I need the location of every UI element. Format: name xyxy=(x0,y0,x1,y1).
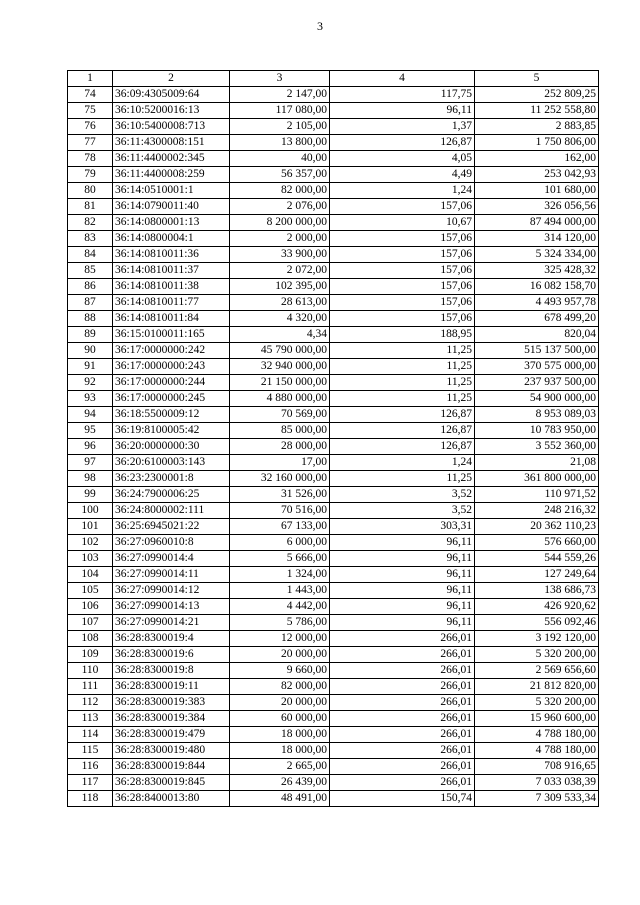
row-number: 108 xyxy=(68,631,113,647)
area-value: 17,00 xyxy=(230,455,330,471)
table-row xyxy=(68,391,599,407)
cadastral-number: 36:18:5500009:12 xyxy=(113,407,230,423)
row-number: 79 xyxy=(68,167,113,183)
table-row xyxy=(68,183,599,199)
total-value: 678 499,20 xyxy=(475,311,599,327)
row-number: 102 xyxy=(68,535,113,551)
total-value: 11 252 558,80 xyxy=(475,103,599,119)
total-value: 8 953 089,03 xyxy=(475,407,599,423)
row-number: 113 xyxy=(68,711,113,727)
rate-value: 266,01 xyxy=(330,727,475,743)
rate-value: 157,06 xyxy=(330,279,475,295)
rate-value: 96,11 xyxy=(330,583,475,599)
table-row xyxy=(68,455,599,471)
rate-value: 4,05 xyxy=(330,151,475,167)
cadastral-number: 36:27:0990014:21 xyxy=(113,615,230,631)
rate-value: 1,24 xyxy=(330,455,475,471)
row-number: 106 xyxy=(68,599,113,615)
table-body xyxy=(68,87,599,807)
row-number: 117 xyxy=(68,775,113,791)
area-value: 5 666,00 xyxy=(230,551,330,567)
table-row xyxy=(68,279,599,295)
total-value: 7 033 038,39 xyxy=(475,775,599,791)
table-row xyxy=(68,567,599,583)
area-value: 67 133,00 xyxy=(230,519,330,535)
rate-value: 96,11 xyxy=(330,599,475,615)
row-number: 87 xyxy=(68,295,113,311)
rate-value: 3,52 xyxy=(330,503,475,519)
rate-value: 4,49 xyxy=(330,167,475,183)
rate-value: 157,06 xyxy=(330,199,475,215)
cadastral-number: 36:14:0790011:40 xyxy=(113,199,230,215)
area-value: 70 516,00 xyxy=(230,503,330,519)
area-value: 82 000,00 xyxy=(230,679,330,695)
total-value: 515 137 500,00 xyxy=(475,343,599,359)
header-col-4: 4 xyxy=(330,71,475,87)
table-row xyxy=(68,535,599,551)
row-number: 84 xyxy=(68,247,113,263)
area-value: 4 880 000,00 xyxy=(230,391,330,407)
total-value: 556 092,46 xyxy=(475,615,599,631)
cadastral-number: 36:14:0800004:1 xyxy=(113,231,230,247)
row-number: 97 xyxy=(68,455,113,471)
total-value: 2 883,85 xyxy=(475,119,599,135)
row-number: 103 xyxy=(68,551,113,567)
table-row xyxy=(68,615,599,631)
rate-value: 266,01 xyxy=(330,695,475,711)
rate-value: 126,87 xyxy=(330,135,475,151)
cadastral-number: 36:10:5200016:13 xyxy=(113,103,230,119)
page-number: 3 xyxy=(317,19,323,33)
area-value: 20 000,00 xyxy=(230,695,330,711)
rate-value: 266,01 xyxy=(330,647,475,663)
row-number: 91 xyxy=(68,359,113,375)
row-number: 105 xyxy=(68,583,113,599)
cadastral-number: 36:27:0990014:12 xyxy=(113,583,230,599)
rate-value: 157,06 xyxy=(330,263,475,279)
table-row xyxy=(68,679,599,695)
area-value: 8 200 000,00 xyxy=(230,215,330,231)
total-value: 237 937 500,00 xyxy=(475,375,599,391)
rate-value: 157,06 xyxy=(330,311,475,327)
row-number: 98 xyxy=(68,471,113,487)
row-number: 100 xyxy=(68,503,113,519)
header-col-3: 3 xyxy=(230,71,330,87)
table-row xyxy=(68,503,599,519)
rate-value: 1,24 xyxy=(330,183,475,199)
rate-value: 96,11 xyxy=(330,103,475,119)
table-row xyxy=(68,343,599,359)
rate-value: 11,25 xyxy=(330,343,475,359)
rate-value: 303,31 xyxy=(330,519,475,535)
row-number: 81 xyxy=(68,199,113,215)
row-number: 101 xyxy=(68,519,113,535)
cadastral-number: 36:28:8300019:384 xyxy=(113,711,230,727)
row-number: 83 xyxy=(68,231,113,247)
total-value: 21,08 xyxy=(475,455,599,471)
row-number: 74 xyxy=(68,87,113,103)
row-number: 89 xyxy=(68,327,113,343)
cadastral-number: 36:20:6100003:143 xyxy=(113,455,230,471)
table-row xyxy=(68,583,599,599)
cadastral-number: 36:17:0000000:243 xyxy=(113,359,230,375)
total-value: 426 920,62 xyxy=(475,599,599,615)
cadastral-number: 36:28:8300019:383 xyxy=(113,695,230,711)
total-value: 7 309 533,34 xyxy=(475,791,599,807)
table-row xyxy=(68,167,599,183)
total-value: 361 800 000,00 xyxy=(475,471,599,487)
row-number: 116 xyxy=(68,759,113,775)
row-number: 112 xyxy=(68,695,113,711)
cadastral-number: 36:27:0990014:13 xyxy=(113,599,230,615)
table-row xyxy=(68,359,599,375)
cadastral-number: 36:11:4400008:259 xyxy=(113,167,230,183)
cadastral-number: 36:19:8100005:42 xyxy=(113,423,230,439)
total-value: 314 120,00 xyxy=(475,231,599,247)
total-value: 576 660,00 xyxy=(475,535,599,551)
row-number: 99 xyxy=(68,487,113,503)
cadastral-number: 36:28:8300019:845 xyxy=(113,775,230,791)
cadastral-number: 36:28:8300019:11 xyxy=(113,679,230,695)
rate-value: 3,52 xyxy=(330,487,475,503)
table-row xyxy=(68,695,599,711)
row-number: 78 xyxy=(68,151,113,167)
header-col-1: 1 xyxy=(68,71,113,87)
area-value: 32 160 000,00 xyxy=(230,471,330,487)
cadastral-number: 36:27:0960010:8 xyxy=(113,535,230,551)
table-row xyxy=(68,87,599,103)
rate-value: 266,01 xyxy=(330,775,475,791)
area-value: 2 076,00 xyxy=(230,199,330,215)
rate-value: 96,11 xyxy=(330,615,475,631)
rate-value: 266,01 xyxy=(330,663,475,679)
total-value: 54 900 000,00 xyxy=(475,391,599,407)
rate-value: 188,95 xyxy=(330,327,475,343)
rate-value: 11,25 xyxy=(330,375,475,391)
total-value: 2 569 656,60 xyxy=(475,663,599,679)
row-number: 109 xyxy=(68,647,113,663)
cadastral-number: 36:24:8000002:111 xyxy=(113,503,230,519)
row-number: 85 xyxy=(68,263,113,279)
total-value: 3 192 120,00 xyxy=(475,631,599,647)
table-row xyxy=(68,487,599,503)
row-number: 111 xyxy=(68,679,113,695)
total-value: 325 428,32 xyxy=(475,263,599,279)
rate-value: 126,87 xyxy=(330,423,475,439)
total-value: 1 750 806,00 xyxy=(475,135,599,151)
table-row xyxy=(68,423,599,439)
total-value: 5 324 334,00 xyxy=(475,247,599,263)
total-value: 5 320 200,00 xyxy=(475,647,599,663)
cadastral-number: 36:28:8400013:80 xyxy=(113,791,230,807)
area-value: 6 000,00 xyxy=(230,535,330,551)
area-value: 2 665,00 xyxy=(230,759,330,775)
cadastral-number: 36:14:0510001:1 xyxy=(113,183,230,199)
total-value: 253 042,93 xyxy=(475,167,599,183)
table-row xyxy=(68,727,599,743)
total-value: 87 494 000,00 xyxy=(475,215,599,231)
table-row xyxy=(68,375,599,391)
area-value: 18 000,00 xyxy=(230,743,330,759)
rate-value: 157,06 xyxy=(330,295,475,311)
area-value: 102 395,00 xyxy=(230,279,330,295)
cadastral-number: 36:28:8300019:844 xyxy=(113,759,230,775)
header-col-5: 5 xyxy=(475,71,599,87)
table-row xyxy=(68,311,599,327)
cadastral-number: 36:09:4305009:64 xyxy=(113,87,230,103)
rate-value: 266,01 xyxy=(330,631,475,647)
rate-value: 266,01 xyxy=(330,743,475,759)
table-row xyxy=(68,407,599,423)
area-value: 20 000,00 xyxy=(230,647,330,663)
total-value: 16 082 158,70 xyxy=(475,279,599,295)
total-value: 3 552 360,00 xyxy=(475,439,599,455)
row-number: 115 xyxy=(68,743,113,759)
data-table xyxy=(67,70,599,807)
table-header-row xyxy=(68,71,599,87)
total-value: 101 680,00 xyxy=(475,183,599,199)
total-value: 248 216,32 xyxy=(475,503,599,519)
cadastral-number: 36:20:0000000:30 xyxy=(113,439,230,455)
cadastral-number: 36:14:0810011:77 xyxy=(113,295,230,311)
table-row xyxy=(68,119,599,135)
table-row xyxy=(68,151,599,167)
table-row xyxy=(68,663,599,679)
header-col-2: 2 xyxy=(113,71,230,87)
row-number: 88 xyxy=(68,311,113,327)
cadastral-number: 36:15:0100011:165 xyxy=(113,327,230,343)
cadastral-number: 36:14:0810011:38 xyxy=(113,279,230,295)
total-value: 127 249,64 xyxy=(475,567,599,583)
total-value: 21 812 820,00 xyxy=(475,679,599,695)
cadastral-number: 36:28:8300019:479 xyxy=(113,727,230,743)
row-number: 77 xyxy=(68,135,113,151)
rate-value: 10,67 xyxy=(330,215,475,231)
table-row xyxy=(68,199,599,215)
table-row xyxy=(68,647,599,663)
area-value: 26 439,00 xyxy=(230,775,330,791)
table-row xyxy=(68,759,599,775)
row-number: 92 xyxy=(68,375,113,391)
total-value: 5 320 200,00 xyxy=(475,695,599,711)
area-value: 85 000,00 xyxy=(230,423,330,439)
cadastral-number: 36:14:0810011:37 xyxy=(113,263,230,279)
cadastral-number: 36:17:0000000:245 xyxy=(113,391,230,407)
area-value: 13 800,00 xyxy=(230,135,330,151)
cadastral-number: 36:17:0000000:244 xyxy=(113,375,230,391)
table-row xyxy=(68,743,599,759)
area-value: 117 080,00 xyxy=(230,103,330,119)
area-value: 28 613,00 xyxy=(230,295,330,311)
area-value: 32 940 000,00 xyxy=(230,359,330,375)
rate-value: 11,25 xyxy=(330,471,475,487)
cadastral-number: 36:14:0800001:13 xyxy=(113,215,230,231)
total-value: 10 783 950,00 xyxy=(475,423,599,439)
cadastral-number: 36:27:0990014:4 xyxy=(113,551,230,567)
cadastral-number: 36:17:0000000:242 xyxy=(113,343,230,359)
total-value: 544 559,26 xyxy=(475,551,599,567)
row-number: 75 xyxy=(68,103,113,119)
cadastral-number: 36:14:0810011:84 xyxy=(113,311,230,327)
table-row xyxy=(68,711,599,727)
cadastral-number: 36:10:5400008:713 xyxy=(113,119,230,135)
total-value: 110 971,52 xyxy=(475,487,599,503)
row-number: 110 xyxy=(68,663,113,679)
total-value: 162,00 xyxy=(475,151,599,167)
row-number: 80 xyxy=(68,183,113,199)
table-row xyxy=(68,519,599,535)
total-value: 708 916,65 xyxy=(475,759,599,775)
cadastral-number: 36:28:8300019:480 xyxy=(113,743,230,759)
area-value: 40,00 xyxy=(230,151,330,167)
total-value: 138 686,73 xyxy=(475,583,599,599)
rate-value: 157,06 xyxy=(330,231,475,247)
area-value: 60 000,00 xyxy=(230,711,330,727)
total-value: 20 362 110,23 xyxy=(475,519,599,535)
cadastral-number: 36:23:2300001:8 xyxy=(113,471,230,487)
area-value: 4 442,00 xyxy=(230,599,330,615)
area-value: 28 000,00 xyxy=(230,439,330,455)
row-number: 95 xyxy=(68,423,113,439)
table-row xyxy=(68,295,599,311)
table-row xyxy=(68,631,599,647)
rate-value: 266,01 xyxy=(330,711,475,727)
table-row xyxy=(68,599,599,615)
area-value: 1 443,00 xyxy=(230,583,330,599)
cadastral-number: 36:28:8300019:8 xyxy=(113,663,230,679)
row-number: 94 xyxy=(68,407,113,423)
area-value: 1 324,00 xyxy=(230,567,330,583)
cadastral-number: 36:28:8300019:4 xyxy=(113,631,230,647)
cadastral-number: 36:11:4300008:151 xyxy=(113,135,230,151)
total-value: 15 960 600,00 xyxy=(475,711,599,727)
area-value: 45 790 000,00 xyxy=(230,343,330,359)
total-value: 326 056,56 xyxy=(475,199,599,215)
table-row xyxy=(68,135,599,151)
table-row xyxy=(68,439,599,455)
table-row xyxy=(68,247,599,263)
area-value: 70 569,00 xyxy=(230,407,330,423)
rate-value: 126,87 xyxy=(330,439,475,455)
total-value: 4 788 180,00 xyxy=(475,727,599,743)
row-number: 104 xyxy=(68,567,113,583)
rate-value: 11,25 xyxy=(330,391,475,407)
area-value: 12 000,00 xyxy=(230,631,330,647)
rate-value: 117,75 xyxy=(330,87,475,103)
row-number: 76 xyxy=(68,119,113,135)
area-value: 18 000,00 xyxy=(230,727,330,743)
total-value: 4 788 180,00 xyxy=(475,743,599,759)
area-value: 4,34 xyxy=(230,327,330,343)
rate-value: 96,11 xyxy=(330,551,475,567)
area-value: 2 000,00 xyxy=(230,231,330,247)
area-value: 4 320,00 xyxy=(230,311,330,327)
row-number: 82 xyxy=(68,215,113,231)
row-number: 90 xyxy=(68,343,113,359)
area-value: 2 072,00 xyxy=(230,263,330,279)
rate-value: 1,37 xyxy=(330,119,475,135)
cadastral-number: 36:24:7900006:25 xyxy=(113,487,230,503)
area-value: 5 786,00 xyxy=(230,615,330,631)
table-row xyxy=(68,327,599,343)
area-value: 48 491,00 xyxy=(230,791,330,807)
cadastral-number: 36:14:0810011:36 xyxy=(113,247,230,263)
rate-value: 157,06 xyxy=(330,247,475,263)
table-row xyxy=(68,231,599,247)
row-number: 118 xyxy=(68,791,113,807)
area-value: 82 000,00 xyxy=(230,183,330,199)
table-row xyxy=(68,775,599,791)
table-row xyxy=(68,263,599,279)
area-value: 21 150 000,00 xyxy=(230,375,330,391)
area-value: 2 105,00 xyxy=(230,119,330,135)
area-value: 33 900,00 xyxy=(230,247,330,263)
area-value: 9 660,00 xyxy=(230,663,330,679)
area-value: 31 526,00 xyxy=(230,487,330,503)
row-number: 114 xyxy=(68,727,113,743)
cadastral-number: 36:11:4400002:345 xyxy=(113,151,230,167)
table-row xyxy=(68,551,599,567)
rate-value: 11,25 xyxy=(330,359,475,375)
table-row xyxy=(68,471,599,487)
cadastral-number: 36:27:0990014:11 xyxy=(113,567,230,583)
table-row xyxy=(68,215,599,231)
area-value: 56 357,00 xyxy=(230,167,330,183)
rate-value: 126,87 xyxy=(330,407,475,423)
cadastral-number: 36:28:8300019:6 xyxy=(113,647,230,663)
rate-value: 96,11 xyxy=(330,567,475,583)
rate-value: 150,74 xyxy=(330,791,475,807)
row-number: 96 xyxy=(68,439,113,455)
cadastral-number: 36:25:6945021:22 xyxy=(113,519,230,535)
table-row xyxy=(68,791,599,807)
total-value: 252 809,25 xyxy=(475,87,599,103)
table-row xyxy=(68,103,599,119)
total-value: 820,04 xyxy=(475,327,599,343)
total-value: 4 493 957,78 xyxy=(475,295,599,311)
rate-value: 266,01 xyxy=(330,759,475,775)
row-number: 93 xyxy=(68,391,113,407)
row-number: 107 xyxy=(68,615,113,631)
total-value: 370 575 000,00 xyxy=(475,359,599,375)
row-number: 86 xyxy=(68,279,113,295)
rate-value: 266,01 xyxy=(330,679,475,695)
rate-value: 96,11 xyxy=(330,535,475,551)
area-value: 2 147,00 xyxy=(230,87,330,103)
